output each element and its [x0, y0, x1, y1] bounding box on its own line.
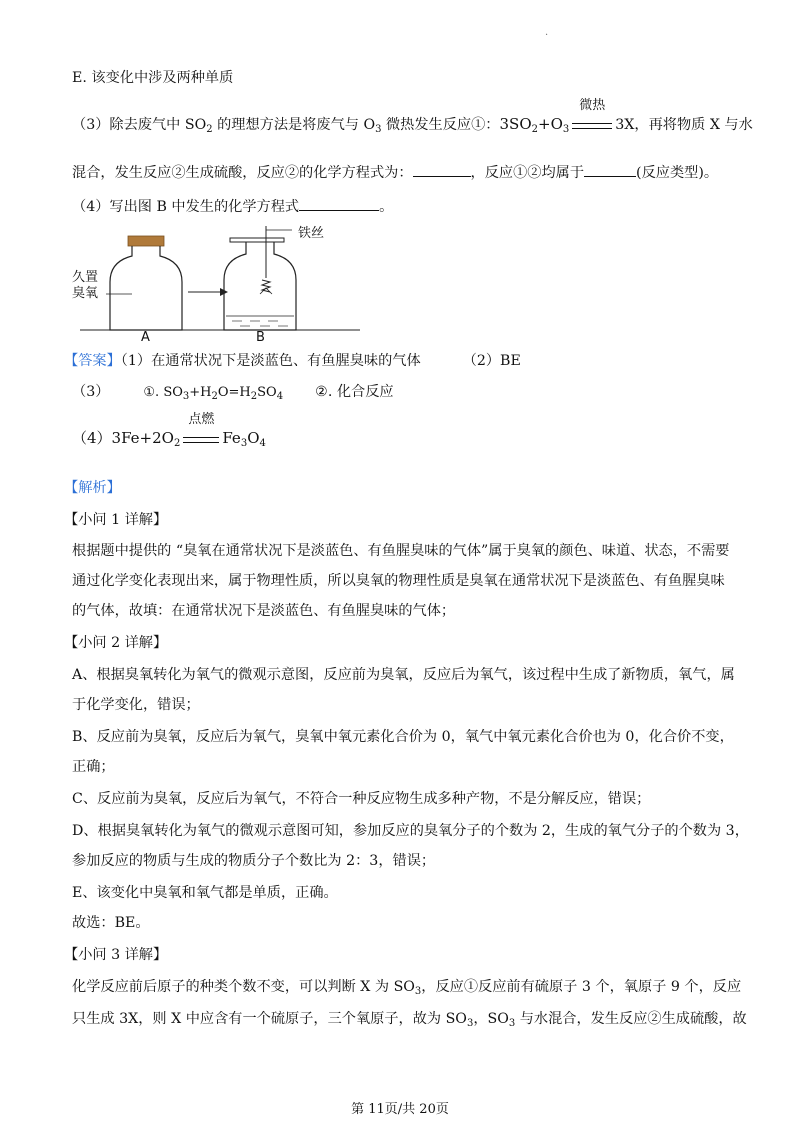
p1-line-b: 通过化学变化表现出来，属于物理性质，所以臭氧的物理性质是臭氧在通常状况下是淡蓝色、有鱼腥臭味: [72, 573, 725, 589]
blank-equation[interactable]: [413, 162, 471, 177]
pB-line-1: B、反应前为臭氧，反应后为氧气，臭氧中氧元素化合价为 0，氧气中氧元素化合价也为 0，化合价不变，: [72, 729, 734, 745]
coil-icon: [262, 280, 270, 292]
option-e-line: E. 该变化中涉及两种单质: [72, 70, 234, 86]
question-3-line: （3）除去废气中 $SO_2$ 的理想方法是将废气与 $O_3$ 微热发生反应①：$3SO_2+O_3$ 微热 3X，再将物质 X 与水: [72, 98, 753, 135]
question-4-line: （4）写出图 B 中发生的化学方程式 。: [72, 196, 393, 217]
reaction-condition-heat: 微热: [572, 115, 612, 129]
answer-line-1: 【答案】（1）在通常状况下是淡蓝色、有鱼腥臭味的气体 （2）BE: [64, 353, 521, 369]
p1-line-a: 根据题中提供的 “臭氧在通常状况下是淡蓝色、有鱼腥臭味的气体”属于臭氧的颜色、味道、状态，不需要: [72, 543, 730, 559]
pD-line-2: 参加反应的物质与生成的物质分子个数比为 2：3，错误；: [72, 853, 436, 869]
analysis-heading: 【解析】: [64, 480, 121, 496]
jar-a: [110, 246, 182, 330]
blank-reaction-type[interactable]: [584, 162, 636, 177]
answer-line-3: （3） ①. $SO_3+H_2O=H_2SO_4$ ②. 化合反应: [72, 384, 394, 402]
figure-label-b: B: [256, 330, 265, 345]
jar-a-label: 久置 臭氧: [72, 270, 99, 301]
pA-line-2: 于化学变化，错误；: [72, 697, 200, 713]
jar-b: [224, 242, 296, 330]
pA-line-1: A、根据臭氧转化为氧气的微观示意图，反应前为臭氧，反应后为氧气，该过程中生成了新物质，氧气，属: [72, 667, 735, 683]
blank-fig-b-equation[interactable]: [299, 196, 379, 211]
p1-line-c: 的气体，故填：在通常状况下是淡蓝色、有鱼腥臭味的气体；: [72, 603, 456, 619]
pD-line-1: D、根据臭氧转化为氧气的微观示意图可知，参加反应的臭氧分子的个数为 2，生成的氧气分子的个数为 3，: [72, 823, 749, 839]
question-3-line-2: 混合，发生反应②生成硫酸，反应②的化学方程式为： ，反应①②均属于 (反应类型)。: [72, 162, 718, 183]
reaction-condition-ignite: 点燃: [183, 429, 219, 443]
selection-line: 故选：BE。: [72, 915, 150, 931]
jar-a-stopper: [128, 236, 164, 246]
answer-line-4: $(4)3Fe+2O_2$ 点燃 $Fe_3O_4$: [72, 412, 266, 449]
pC-line: C、反应前为臭氧，反应后为氧气，不符合一种反应物生成多种产物，不是分解反应，错误；: [72, 791, 651, 807]
wire-label: 铁丝: [298, 226, 325, 241]
pB-line-2: 正确；: [72, 759, 115, 775]
experiment-figure: [70, 222, 370, 347]
q1-heading: 【小问 1 详解】: [64, 512, 168, 528]
page-footer: 第 11页/共 20页: [351, 1102, 449, 1117]
q3-heading: 【小问 3 详解】: [64, 947, 168, 963]
pE-line: E、该变化中臭氧和氧气都是单质，正确。: [72, 885, 338, 901]
jar-b-lid: [230, 238, 284, 242]
header-dot: ·: [545, 30, 549, 41]
p3-line-1: 化学反应前后原子的种类个数不变，可以判断 X 为 $SO_3$，反应①反应前有硫原子 3 个，氧原子 9 个，反应: [72, 979, 742, 997]
p3-line-2: 只生成 3X，则 X 中应含有一个硫原子，三个氧原子，故为 $SO_3$，$SO_3$ 与水混合，发生反应②生成硫酸，故: [72, 1011, 747, 1029]
q2-heading: 【小问 2 详解】: [64, 635, 168, 651]
figure-label-a: A: [141, 330, 150, 345]
